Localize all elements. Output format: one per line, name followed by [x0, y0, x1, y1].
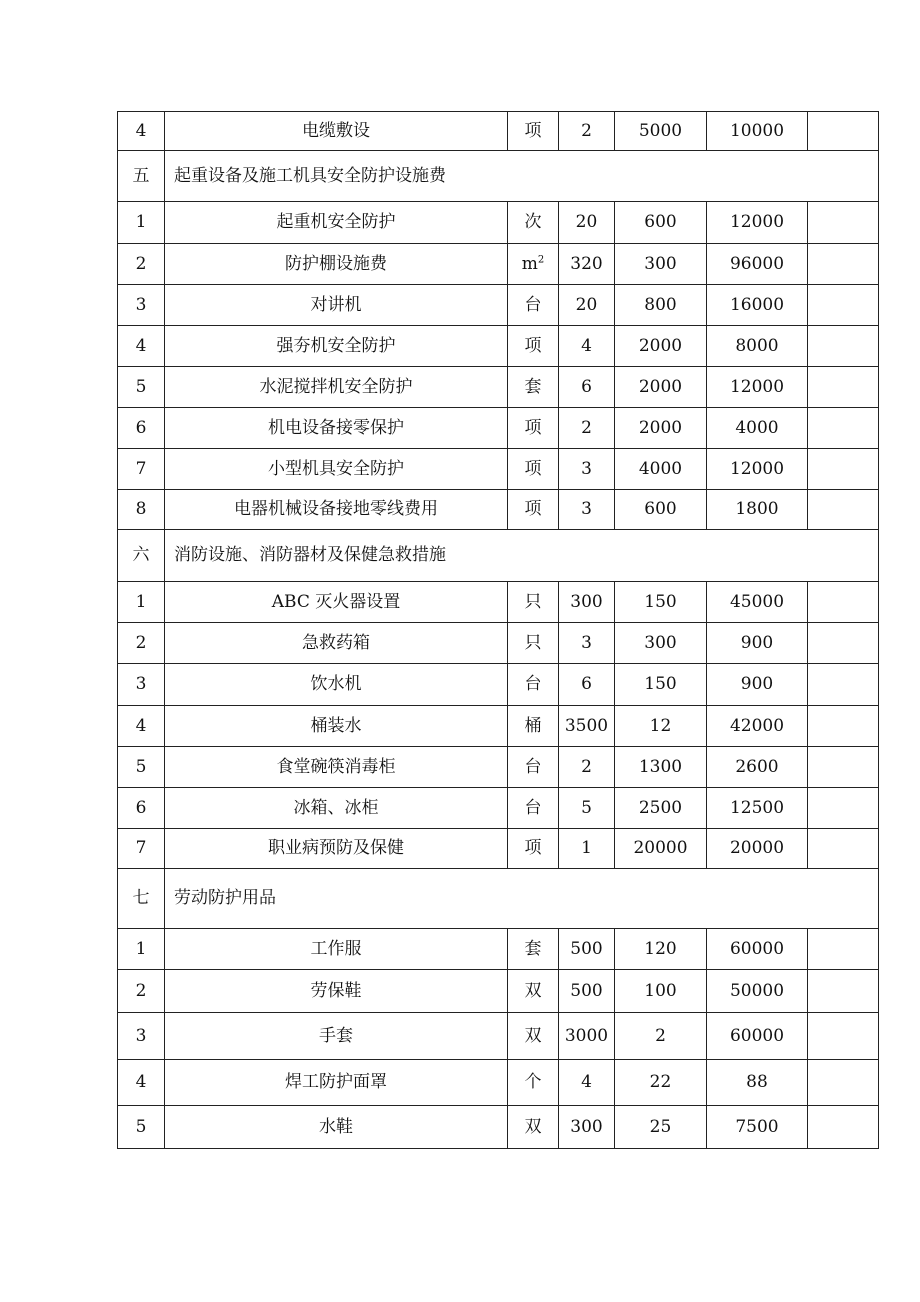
table-row — [118, 1106, 879, 1149]
section-row — [118, 869, 879, 929]
cell-unit: 台 — [508, 664, 559, 706]
table-row — [118, 582, 879, 623]
cell-name: 对讲机 — [165, 285, 508, 326]
cell-unit — [508, 244, 559, 285]
table-row — [118, 664, 879, 706]
cell-price: 2000 — [615, 367, 707, 408]
cell-remark — [808, 970, 879, 1013]
cell-remark — [808, 829, 879, 869]
cell-qty: 6 — [559, 367, 615, 408]
cell-total: 7500 — [707, 1106, 808, 1149]
cell-name: 强夯机安全防护 — [165, 326, 508, 367]
cell-name: 起重机安全防护 — [165, 202, 508, 244]
cell-total: 42000 — [707, 706, 808, 747]
table-row — [118, 1013, 879, 1060]
cell-qty: 3 — [559, 449, 615, 490]
cell-unit: 套 — [508, 929, 559, 970]
cell-remark — [808, 1106, 879, 1149]
table-row — [118, 408, 879, 449]
cell-no: 3 — [118, 285, 165, 326]
cell-unit: 项 — [508, 449, 559, 490]
cell-no: 6 — [118, 408, 165, 449]
cell-price: 300 — [615, 244, 707, 285]
cell-name: 职业病预防及保健 — [165, 829, 508, 869]
cell-total: 88 — [707, 1060, 808, 1106]
cell-total: 20000 — [707, 829, 808, 869]
cell-total: 60000 — [707, 1013, 808, 1060]
cell-qty: 6 — [559, 664, 615, 706]
cell-remark — [808, 664, 879, 706]
cell-remark — [808, 623, 879, 664]
cell-name: 电器机械设备接地零线费用 — [165, 490, 508, 530]
cell-qty: 500 — [559, 929, 615, 970]
cell-price: 300 — [615, 623, 707, 664]
cell-unit: 个 — [508, 1060, 559, 1106]
cell-qty: 5 — [559, 788, 615, 829]
cell-no: 4 — [118, 112, 165, 151]
cell-unit: 桶 — [508, 706, 559, 747]
cell-remark — [808, 285, 879, 326]
section-title: 起重设备及施工机具安全防护设施费 — [165, 151, 879, 202]
cell-unit: 双 — [508, 1013, 559, 1060]
section-title: 劳动防护用品 — [165, 869, 879, 929]
cell-name: 劳保鞋 — [165, 970, 508, 1013]
cell-remark — [808, 112, 879, 151]
cell-price: 2000 — [615, 408, 707, 449]
cell-remark — [808, 1013, 879, 1060]
cell-no: 3 — [118, 664, 165, 706]
cell-qty: 500 — [559, 970, 615, 1013]
cell-no: 4 — [118, 1060, 165, 1106]
cell-total: 1800 — [707, 490, 808, 530]
cell-price: 600 — [615, 490, 707, 530]
table-row — [118, 788, 879, 829]
cell-name: 工作服 — [165, 929, 508, 970]
cell-remark — [808, 490, 879, 530]
cell-total: 96000 — [707, 244, 808, 285]
cell-qty: 3 — [559, 490, 615, 530]
cell-name: 冰箱、冰柜 — [165, 788, 508, 829]
cell-price: 22 — [615, 1060, 707, 1106]
table-row — [118, 970, 879, 1013]
cell-price: 600 — [615, 202, 707, 244]
cell-total: 12000 — [707, 202, 808, 244]
cell-unit: 台 — [508, 285, 559, 326]
cell-qty: 2 — [559, 747, 615, 788]
cell-qty: 20 — [559, 202, 615, 244]
section-number: 五 — [118, 151, 165, 202]
cell-no: 3 — [118, 1013, 165, 1060]
table-row — [118, 929, 879, 970]
cell-no: 1 — [118, 582, 165, 623]
cell-name: 防护棚设施费 — [165, 244, 508, 285]
table-row — [118, 112, 879, 151]
cell-remark — [808, 244, 879, 285]
cell-no: 7 — [118, 449, 165, 490]
cell-price: 2000 — [615, 326, 707, 367]
cell-qty: 2 — [559, 408, 615, 449]
cell-total: 45000 — [707, 582, 808, 623]
cell-unit: 次 — [508, 202, 559, 244]
table-row — [118, 244, 879, 285]
cell-qty: 1 — [559, 829, 615, 869]
cell-name: 焊工防护面罩 — [165, 1060, 508, 1106]
cell-no: 5 — [118, 1106, 165, 1149]
cell-name: 水泥搅拌机安全防护 — [165, 367, 508, 408]
cell-price: 20000 — [615, 829, 707, 869]
cell-qty: 3 — [559, 623, 615, 664]
cell-no: 6 — [118, 788, 165, 829]
table-row — [118, 202, 879, 244]
cell-no: 2 — [118, 623, 165, 664]
cell-unit: 项 — [508, 490, 559, 530]
cell-no: 1 — [118, 929, 165, 970]
cell-price: 5000 — [615, 112, 707, 151]
cell-qty: 2 — [559, 112, 615, 151]
table-row — [118, 747, 879, 788]
cell-no: 4 — [118, 326, 165, 367]
cell-remark — [808, 408, 879, 449]
unit-superscript: 2 — [537, 254, 545, 266]
cell-no: 2 — [118, 244, 165, 285]
cell-price: 150 — [615, 582, 707, 623]
cell-name: 饮水机 — [165, 664, 508, 706]
cell-total: 12500 — [707, 788, 808, 829]
cell-unit: 项 — [508, 326, 559, 367]
table-row — [118, 326, 879, 367]
cell-total: 12000 — [707, 449, 808, 490]
cell-qty: 4 — [559, 326, 615, 367]
cell-remark — [808, 582, 879, 623]
section-number: 六 — [118, 530, 165, 582]
cell-name: 小型机具安全防护 — [165, 449, 508, 490]
cell-total: 12000 — [707, 367, 808, 408]
cell-name: 电缆敷设 — [165, 112, 508, 151]
cell-unit: 双 — [508, 970, 559, 1013]
cell-price: 120 — [615, 929, 707, 970]
unit-base: m — [521, 253, 538, 274]
table-row — [118, 623, 879, 664]
section-title: 消防设施、消防器材及保健急救措施 — [165, 530, 879, 582]
cell-no: 1 — [118, 202, 165, 244]
cell-total: 900 — [707, 623, 808, 664]
cell-total: 8000 — [707, 326, 808, 367]
cell-name: 水鞋 — [165, 1106, 508, 1149]
cell-unit: 项 — [508, 112, 559, 151]
cell-total: 60000 — [707, 929, 808, 970]
cell-no: 8 — [118, 490, 165, 530]
cell-name: 手套 — [165, 1013, 508, 1060]
cell-remark — [808, 367, 879, 408]
cell-qty: 320 — [559, 244, 615, 285]
cell-name: 急救药箱 — [165, 623, 508, 664]
cell-qty: 300 — [559, 1106, 615, 1149]
cell-remark — [808, 929, 879, 970]
cell-unit: 套 — [508, 367, 559, 408]
cell-unit: 台 — [508, 747, 559, 788]
cell-total: 900 — [707, 664, 808, 706]
cell-price: 1300 — [615, 747, 707, 788]
cell-no: 5 — [118, 367, 165, 408]
cell-price: 25 — [615, 1106, 707, 1149]
cell-total: 50000 — [707, 970, 808, 1013]
cell-name: 桶装水 — [165, 706, 508, 747]
cost-table — [117, 111, 879, 1149]
cell-no: 5 — [118, 747, 165, 788]
cell-unit: 项 — [508, 829, 559, 869]
section-row — [118, 530, 879, 582]
cell-qty: 3500 — [559, 706, 615, 747]
cell-total: 2600 — [707, 747, 808, 788]
table-body — [118, 112, 879, 1149]
cell-unit: 双 — [508, 1106, 559, 1149]
table-row — [118, 367, 879, 408]
cell-total: 10000 — [707, 112, 808, 151]
cell-no: 2 — [118, 970, 165, 1013]
cell-price: 12 — [615, 706, 707, 747]
cell-price: 150 — [615, 664, 707, 706]
cell-remark — [808, 788, 879, 829]
table-row — [118, 490, 879, 530]
cell-total: 4000 — [707, 408, 808, 449]
cell-qty: 300 — [559, 582, 615, 623]
cell-price: 2 — [615, 1013, 707, 1060]
cell-unit: 项 — [508, 408, 559, 449]
table-row — [118, 285, 879, 326]
cell-no: 4 — [118, 706, 165, 747]
table-row — [118, 829, 879, 869]
cell-unit: 台 — [508, 788, 559, 829]
table-row — [118, 449, 879, 490]
cell-name: 食堂碗筷消毒柜 — [165, 747, 508, 788]
section-row — [118, 151, 879, 202]
section-number: 七 — [118, 869, 165, 929]
cell-remark — [808, 1060, 879, 1106]
table-row — [118, 706, 879, 747]
cell-remark — [808, 326, 879, 367]
cell-qty: 3000 — [559, 1013, 615, 1060]
table-row — [118, 1060, 879, 1106]
cell-no: 7 — [118, 829, 165, 869]
cell-remark — [808, 202, 879, 244]
cell-price: 2500 — [615, 788, 707, 829]
cell-qty: 20 — [559, 285, 615, 326]
cell-remark — [808, 747, 879, 788]
cell-total: 16000 — [707, 285, 808, 326]
cell-name: 机电设备接零保护 — [165, 408, 508, 449]
cell-unit: 只 — [508, 623, 559, 664]
cell-unit: 只 — [508, 582, 559, 623]
cell-price: 4000 — [615, 449, 707, 490]
cell-remark — [808, 706, 879, 747]
cell-remark — [808, 449, 879, 490]
cell-price: 100 — [615, 970, 707, 1013]
cell-price: 800 — [615, 285, 707, 326]
cell-name: ABC 灭火器设置 — [165, 582, 508, 623]
cell-qty: 4 — [559, 1060, 615, 1106]
